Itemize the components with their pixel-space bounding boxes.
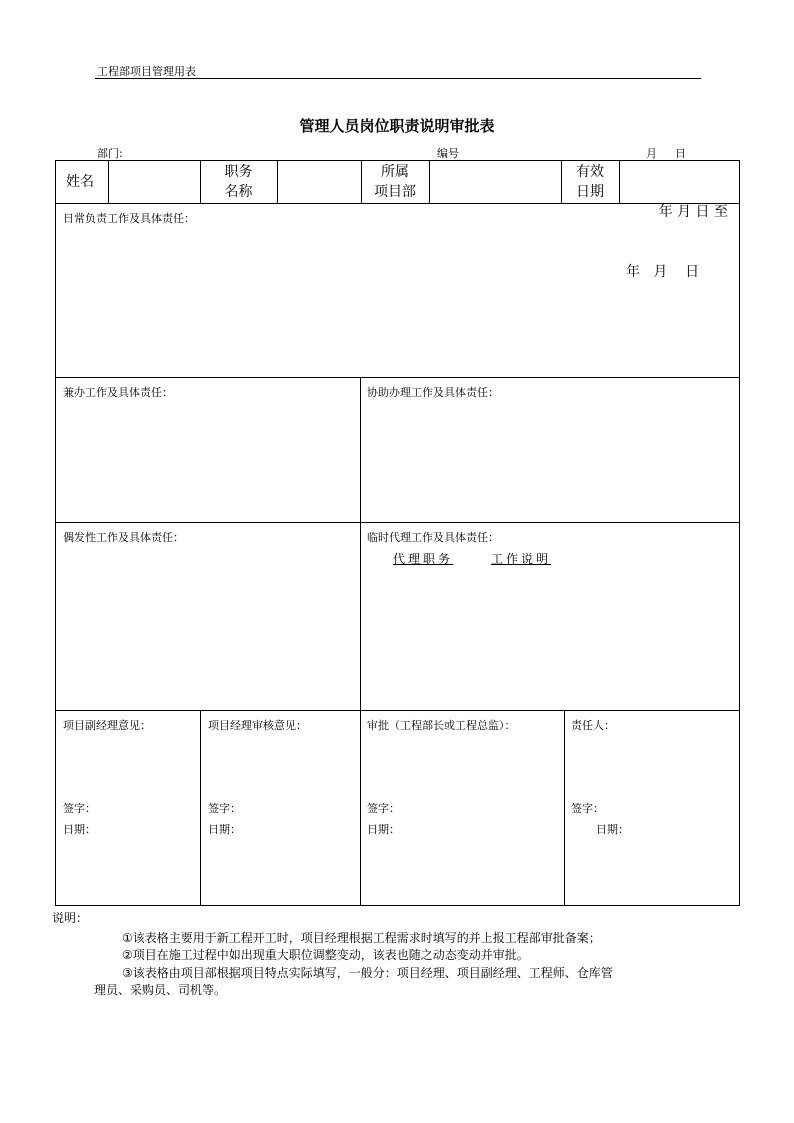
proxy-position-heading: 代理职务 (393, 552, 454, 566)
position-label-line2: 名称 (224, 184, 253, 200)
occasional-duties-label: 偶发性工作及具体责任： (63, 531, 184, 544)
number-field[interactable] (437, 145, 581, 161)
page-header-title: 工程部项目管理用表 (97, 65, 196, 78)
month-label: 月 (646, 147, 657, 160)
valid-label-line1: 有效 (576, 164, 604, 180)
col-divider (619, 161, 620, 203)
responsible-sign-label: 签字： (571, 802, 604, 815)
form-title: 管理人员岗位职责说明审批表 (299, 117, 495, 135)
approval-form-table (55, 160, 740, 906)
notes-heading: 说明： (52, 911, 89, 925)
note-item-1: ①该表格主要用于新工程开工时，项目经理根据工程需求时填写的并上报工程部审批备案； (122, 931, 601, 945)
deputy-manager-opinion-label: 项目副经理意见： (63, 719, 151, 732)
responsible-date-label: 日期： (596, 823, 629, 836)
header-divider (95, 78, 701, 79)
col-divider (564, 710, 565, 906)
deputy-date-label: 日期： (63, 823, 96, 836)
col-divider (200, 710, 201, 906)
approval-sign-label: 签字： (367, 802, 400, 815)
position-label-line1: 职务 (224, 164, 253, 180)
valid-date-label (561, 162, 619, 202)
row-divider (56, 377, 739, 378)
responsible-person-label: 责任人： (571, 719, 615, 732)
note-item-3-continued: 理员、采购员、司机等。 (94, 983, 227, 997)
position-field[interactable] (278, 162, 360, 202)
row-divider (56, 710, 739, 711)
valid-date-field[interactable] (626, 162, 736, 322)
project-label-line1: 所属 (381, 164, 409, 180)
row-divider (56, 522, 739, 523)
daily-duties-label: 日常负责工作及具体责任： (63, 212, 195, 225)
approval-date-label: 日期： (367, 823, 400, 836)
day-label: 日 (675, 147, 686, 160)
col-divider (360, 377, 361, 906)
number-label: 编号 (437, 147, 459, 160)
project-label-line2: 项目部 (374, 184, 416, 200)
note-item-2: ②项目在施工过程中如出现重大职位调整变动，该表也随之动态变动并审批。 (122, 948, 529, 962)
deputy-sign-label: 签字： (63, 802, 96, 815)
work-description-heading: 工作说明 (491, 552, 552, 566)
project-label (361, 162, 429, 202)
valid-to-text: 年 月 日 (626, 264, 700, 280)
position-label (200, 162, 277, 202)
manager-date-label: 日期： (208, 823, 241, 836)
name-field[interactable] (109, 162, 199, 202)
project-field[interactable] (430, 162, 560, 202)
approval-label: 审批（工程部长或工程总监）： (367, 719, 516, 732)
manager-review-label: 项目经理审核意见： (208, 719, 307, 732)
valid-from-text: 年 月 日 至 (658, 204, 728, 220)
manager-sign-label: 签字： (208, 802, 241, 815)
valid-label-line2: 日期 (576, 184, 604, 200)
assist-duties-label: 协助办理工作及具体责任： (367, 386, 499, 399)
date-field[interactable] (612, 145, 686, 161)
temporary-duties-label: 临时代理工作及具体责任： (367, 531, 499, 544)
note-item-3: ③该表格由项目部根据项目特点实际填写，一般分：项目经理、项目副经理、工程师、仓库管 (122, 966, 613, 980)
department-label: 部门: (97, 147, 123, 160)
parttime-duties-label: 兼办工作及具体责任： (63, 386, 173, 399)
name-label: 姓名 (66, 174, 94, 190)
